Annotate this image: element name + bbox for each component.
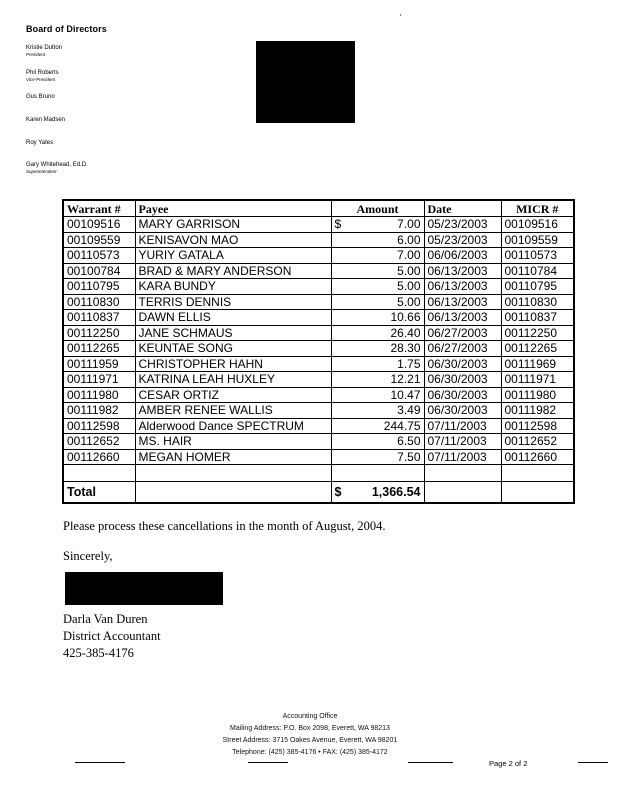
micr-number: 00109559 xyxy=(501,232,574,248)
currency-symbol: $ xyxy=(334,485,342,499)
micr-number: 00110837 xyxy=(501,310,574,326)
payee-name: KENISAVON MAO xyxy=(135,232,331,248)
footer-rule xyxy=(408,762,453,763)
date: 06/27/2003 xyxy=(424,325,501,341)
table-row xyxy=(63,434,574,450)
table-header-row xyxy=(63,200,574,217)
board-member xyxy=(26,117,226,124)
warrant-number: 00110573 xyxy=(63,248,135,264)
warrant-number: 00109559 xyxy=(63,232,135,248)
member-name: Karen Madsen xyxy=(26,117,66,123)
letter-closing: Sincerely, xyxy=(63,549,113,563)
payee-name: MEGAN HOMER xyxy=(135,449,331,465)
date: 06/30/2003 xyxy=(424,403,501,419)
table-row xyxy=(63,325,574,341)
micr-number: 00112598 xyxy=(501,418,574,434)
amount: 6.50 xyxy=(331,434,424,450)
warrant-number: 00111980 xyxy=(63,387,135,403)
payee-name: Alderwood Dance SPECTRUM xyxy=(135,418,331,434)
date: 06/27/2003 xyxy=(424,341,501,357)
footer-rule xyxy=(248,762,288,763)
amount: 10.47 xyxy=(331,387,424,403)
payee-name: MS. HAIR xyxy=(135,434,331,450)
table-row xyxy=(63,294,574,310)
table-cell xyxy=(135,465,331,482)
warrant-number: 00111971 xyxy=(63,372,135,388)
member-name: Gary Whitehead, Ed.D. xyxy=(26,162,88,168)
warrant-number: 00109516 xyxy=(63,217,135,233)
payee-name: KATRINA LEAH HUXLEY xyxy=(135,372,331,388)
amount: 6.00 xyxy=(331,232,424,248)
header-amount: Amount xyxy=(331,200,424,217)
table-cell xyxy=(63,465,135,482)
payee-name: YURIY GATALA xyxy=(135,248,331,264)
member-title: President xyxy=(26,52,46,57)
payee-name: KEUNTAE SONG xyxy=(135,341,331,357)
member-name: Kristie Dutton xyxy=(26,45,63,51)
amount: 3.49 xyxy=(331,403,424,419)
warrant-number: 00112660 xyxy=(63,449,135,465)
amount-value: 7.00 xyxy=(397,217,421,232)
signer-title: District Accountant xyxy=(63,629,161,643)
date: 06/30/2003 xyxy=(424,356,501,372)
date: 06/13/2003 xyxy=(424,279,501,295)
table-row xyxy=(63,341,574,357)
table-row xyxy=(63,310,574,326)
date: 06/13/2003 xyxy=(424,294,501,310)
redacted-signature xyxy=(65,572,223,605)
total-amount: 1,366.54 xyxy=(371,485,421,499)
currency-symbol: $ xyxy=(334,217,342,232)
micr-number: 00111982 xyxy=(501,403,574,419)
table-row xyxy=(63,449,574,465)
header-date: Date xyxy=(424,200,501,217)
warrant-number: 00112652 xyxy=(63,434,135,450)
table-row xyxy=(63,356,574,372)
header-warrant: Warrant # xyxy=(63,200,135,217)
board-member xyxy=(26,45,226,57)
amount: 26.40 xyxy=(331,325,424,341)
date: 07/11/2003 xyxy=(424,434,501,450)
micr-number: 00111980 xyxy=(501,387,574,403)
table-cell xyxy=(501,482,574,504)
table-cell xyxy=(424,465,501,482)
amount: 5.00 xyxy=(331,263,424,279)
total-amount-cell xyxy=(331,482,424,504)
warrant-number: 00110837 xyxy=(63,310,135,326)
amount: 12.21 xyxy=(331,372,424,388)
signer-name: Darla Van Duren xyxy=(63,612,148,626)
amount: 5.00 xyxy=(331,294,424,310)
signer-phone: 425-385-4176 xyxy=(63,646,134,660)
date: 07/11/2003 xyxy=(424,418,501,434)
warrant-number: 00112250 xyxy=(63,325,135,341)
amount: 1.75 xyxy=(331,356,424,372)
payee-name: DAWN ELLIS xyxy=(135,310,331,326)
letter-body: Please process these cancellations in the month of August, 2004. xyxy=(63,519,386,533)
table-cell xyxy=(501,465,574,482)
member-name: Phil Roberts xyxy=(26,70,59,76)
header-payee: Payee xyxy=(135,200,331,217)
total-row xyxy=(63,482,574,504)
micr-number: 00112265 xyxy=(501,341,574,357)
micr-number: 00111971 xyxy=(501,372,574,388)
signature-block xyxy=(63,611,161,662)
payee-name: JANE SCHMAUS xyxy=(135,325,331,341)
table-row xyxy=(63,418,574,434)
amount: 7.00 xyxy=(331,248,424,264)
board-member xyxy=(26,140,226,147)
amount: 7.50 xyxy=(331,449,424,465)
payee-name: CESAR ORTIZ xyxy=(135,387,331,403)
micr-number: 00109516 xyxy=(501,217,574,233)
date: 06/13/2003 xyxy=(424,310,501,326)
member-title: Superintendent xyxy=(26,169,57,174)
date: 05/23/2003 xyxy=(424,232,501,248)
micr-number: 00110784 xyxy=(501,263,574,279)
micr-number: 00110830 xyxy=(501,294,574,310)
amount xyxy=(331,217,424,233)
date: 06/30/2003 xyxy=(424,372,501,388)
table-row xyxy=(63,372,574,388)
date: 07/11/2003 xyxy=(424,449,501,465)
footer-rule xyxy=(75,762,125,763)
footer-street: Street Address: 3715 Oakes Avenue, Everett, WA 98201 xyxy=(222,737,398,744)
micr-number: 00111969 xyxy=(501,356,574,372)
amount: 28.30 xyxy=(331,341,424,357)
micr-number: 00112652 xyxy=(501,434,574,450)
payee-name: AMBER RENEE WALLIS xyxy=(135,403,331,419)
table-row xyxy=(63,279,574,295)
date: 06/30/2003 xyxy=(424,387,501,403)
table-cell xyxy=(135,482,331,504)
warrant-number: 00100784 xyxy=(63,263,135,279)
board-heading: Board of Directors xyxy=(26,24,107,34)
blank-row xyxy=(63,465,574,482)
member-name: Gus Bruno xyxy=(26,94,55,100)
table-row xyxy=(63,232,574,248)
micr-number: 00112250 xyxy=(501,325,574,341)
amount: 10.66 xyxy=(331,310,424,326)
board-member xyxy=(26,162,226,174)
footer-rule xyxy=(578,762,608,763)
warrant-table xyxy=(62,199,575,504)
payee-name: CHRISTOPHER HAHN xyxy=(135,356,331,372)
payee-name: MARY GARRISON xyxy=(135,217,331,233)
board-member xyxy=(26,70,226,82)
payee-name: TERRIS DENNIS xyxy=(135,294,331,310)
scan-mark xyxy=(400,14,401,16)
redacted-logo xyxy=(256,41,355,123)
payee-name: BRAD & MARY ANDERSON xyxy=(135,263,331,279)
table-cell xyxy=(331,465,424,482)
warrant-number: 00112598 xyxy=(63,418,135,434)
date: 06/06/2003 xyxy=(424,248,501,264)
amount: 244.75 xyxy=(331,418,424,434)
footer-mailing: Mailing Address: P.O. Box 2098, Everett, WA 98213 xyxy=(230,725,390,732)
micr-number: 00110795 xyxy=(501,279,574,295)
warrant-number: 00110795 xyxy=(63,279,135,295)
total-label: Total xyxy=(63,482,135,504)
footer-phone: Telephone: (425) 385-4176 • FAX: (425) 385-4172 xyxy=(232,749,388,756)
page-number: Page 2 of 2 xyxy=(489,759,528,768)
table-row xyxy=(63,403,574,419)
footer xyxy=(190,711,430,759)
footer-office: Accounting Office xyxy=(282,713,338,720)
warrant-number: 00112265 xyxy=(63,341,135,357)
warrant-number: 00111982 xyxy=(63,403,135,419)
table-row xyxy=(63,217,574,233)
table-row xyxy=(63,387,574,403)
table-row xyxy=(63,248,574,264)
warrant-number: 00110830 xyxy=(63,294,135,310)
amount: 5.00 xyxy=(331,279,424,295)
date: 06/13/2003 xyxy=(424,263,501,279)
payee-name: KARA BUNDY xyxy=(135,279,331,295)
header-micr: MICR # xyxy=(501,200,574,217)
micr-number: 00112660 xyxy=(501,449,574,465)
table-cell xyxy=(424,482,501,504)
table-row xyxy=(63,263,574,279)
warrant-number: 00111959 xyxy=(63,356,135,372)
member-title: Vice-President xyxy=(26,77,56,82)
member-name: Roy Yates xyxy=(26,140,54,146)
date: 05/23/2003 xyxy=(424,217,501,233)
board-of-directors xyxy=(26,24,226,174)
board-member xyxy=(26,94,226,101)
micr-number: 00110573 xyxy=(501,248,574,264)
